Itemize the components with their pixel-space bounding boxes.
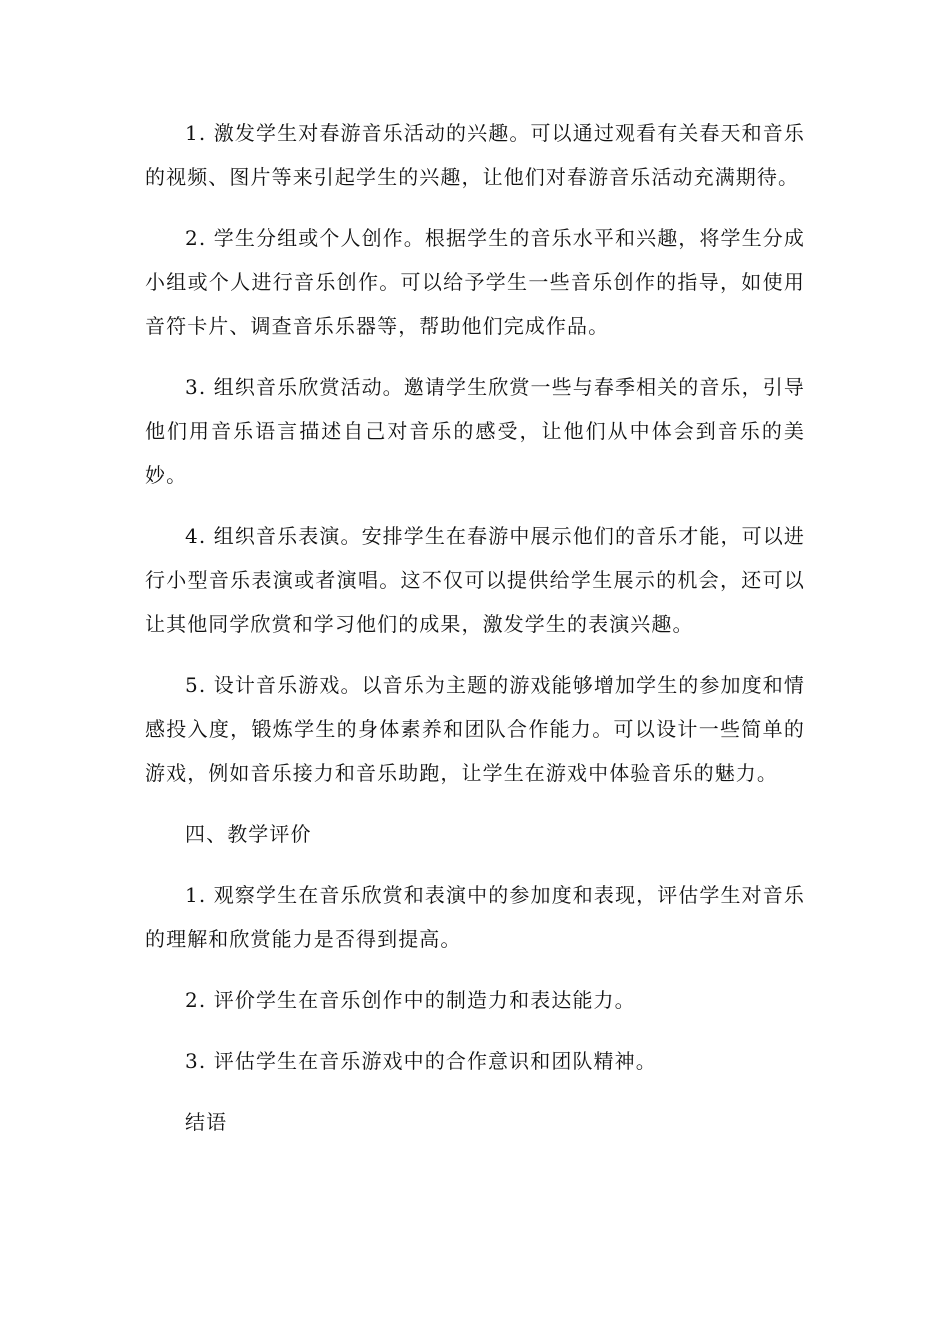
paragraph-evaluation-1: 1. 观察学生在音乐欣赏和表演中的参加度和表现，评估学生对音乐的理解和欣赏能力是否得到提高。 [145, 883, 805, 951]
section-heading-closing: 结语 [185, 1110, 228, 1134]
paragraph-evaluation-3: 3. 评估学生在音乐游戏中的合作意识和团队精神。 [185, 1049, 657, 1073]
paragraph-activity-3: 3. 组织音乐欣赏活动。邀请学生欣赏一些与春季相关的音乐，引导他们用音乐语言描述自己对音乐的感受，让他们从中体会到音乐的美妙。 [145, 375, 805, 487]
paragraph-activity-4: 4. 组织音乐表演。安排学生在春游中展示他们的音乐才能，可以进行小型音乐表演或者演唱。这不仅可以提供给学生展示的机会，还可以让其他同学欣赏和学习他们的成果，激发学生的表演兴趣。 [145, 524, 805, 636]
paragraph-activity-2: 2. 学生分组或个人创作。根据学生的音乐水平和兴趣，将学生分成小组或个人进行音乐创作。可以给予学生一些音乐创作的指导，如使用音符卡片、调查音乐乐器等，帮助他们完成作品。 [145, 226, 805, 338]
section-heading-evaluation: 四、教学评价 [185, 822, 312, 846]
paragraph-activity-5: 5. 设计音乐游戏。以音乐为主题的游戏能够增加学生的参加度和情感投入度，锻炼学生的身体素养和团队合作能力。可以设计一些简单的游戏，例如音乐接力和音乐助跑，让学生在游戏中体验音乐的魅力。 [145, 673, 805, 785]
paragraph-activity-1: 1. 激发学生对春游音乐活动的兴趣。可以通过观看有关春天和音乐的视频、图片等来引起学生的兴趣，让他们对春游音乐活动充满期待。 [145, 121, 805, 189]
paragraph-evaluation-2: 2. 评价学生在音乐创作中的制造力和表达能力。 [185, 988, 636, 1012]
